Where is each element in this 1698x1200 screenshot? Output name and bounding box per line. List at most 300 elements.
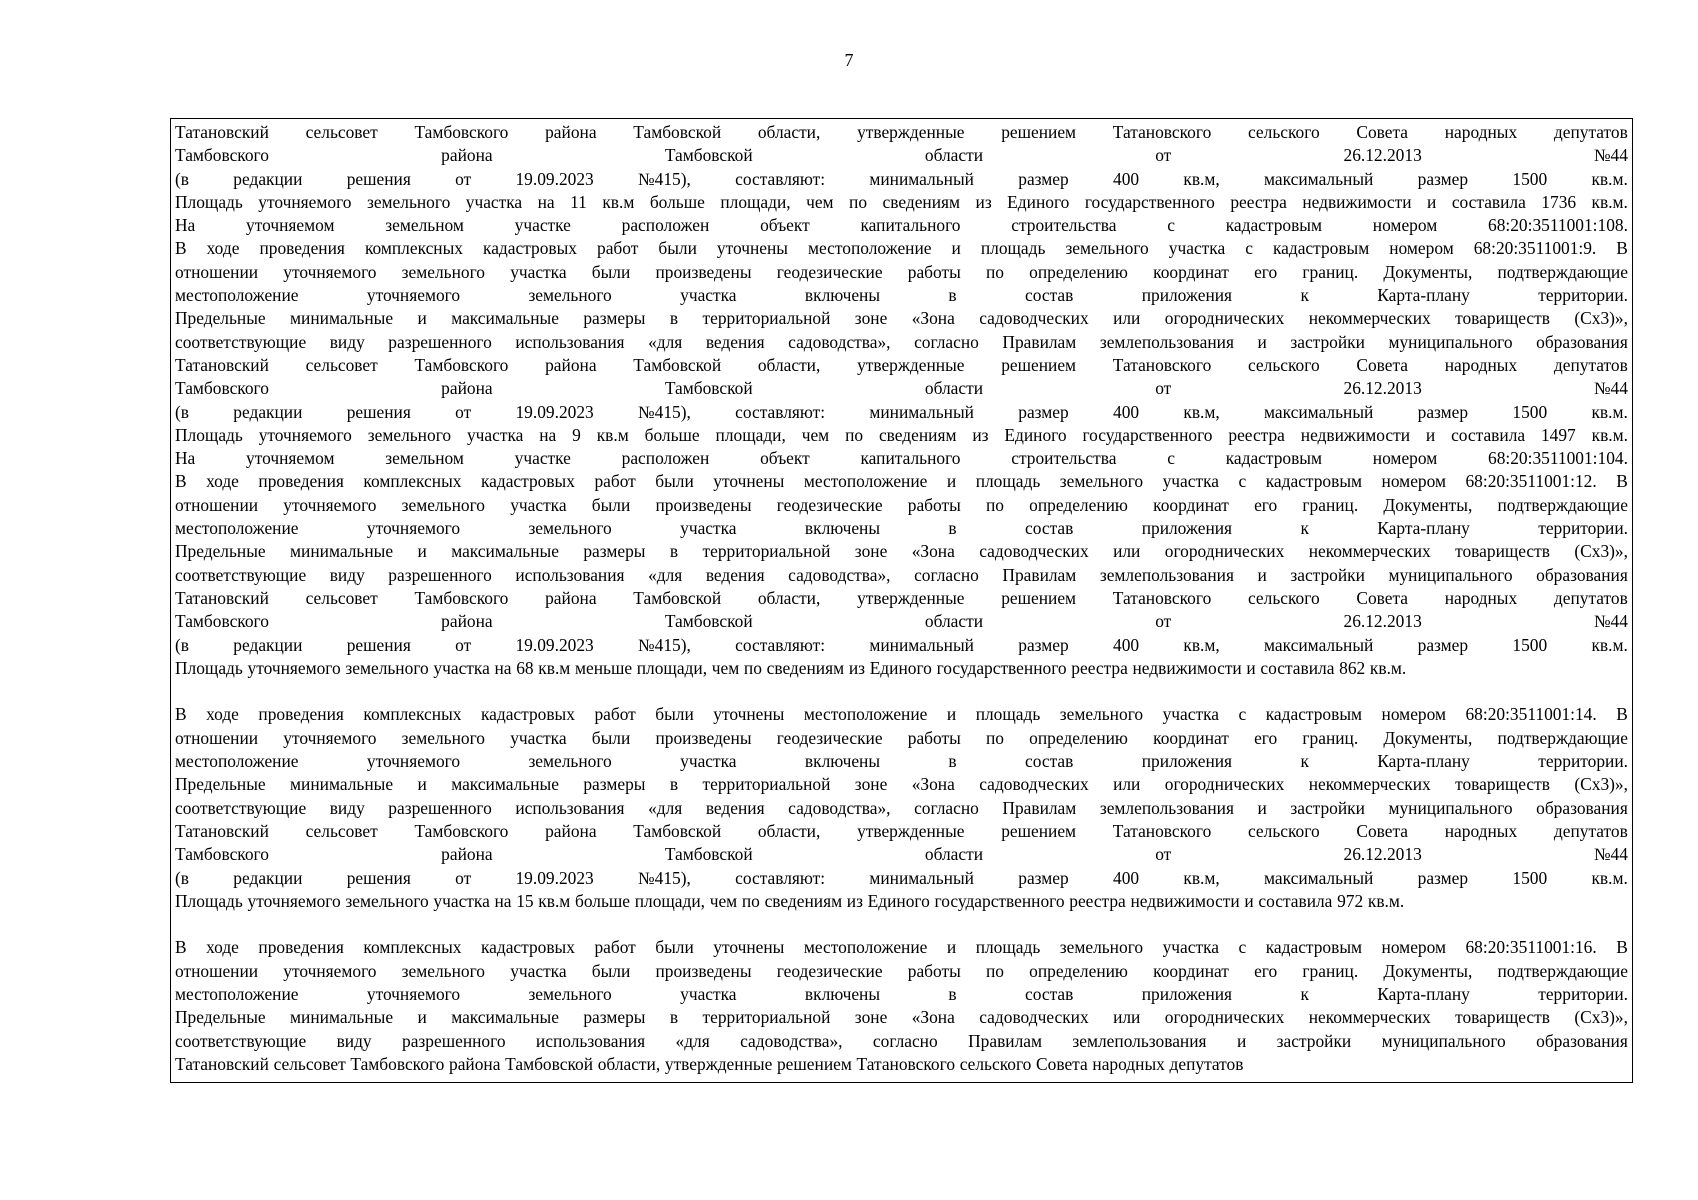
- word: геодезические: [776, 494, 883, 515]
- text-line: [175, 634, 1628, 657]
- word: области: [924, 611, 984, 632]
- word: Совета: [1036, 1053, 1088, 1074]
- text-line: [175, 144, 1628, 167]
- word: кадастровым: [1225, 448, 1322, 469]
- word: участка: [433, 657, 490, 678]
- word: больше: [644, 424, 700, 445]
- word: работы: [907, 494, 961, 515]
- word: 1497: [1540, 424, 1576, 445]
- word: 68:20:3511001:9.: [1473, 238, 1597, 259]
- word: максимальный: [1264, 867, 1374, 888]
- word: согласно: [872, 1030, 938, 1051]
- word: разрешенного: [402, 1030, 506, 1051]
- word: области: [924, 844, 984, 865]
- word: в: [948, 751, 957, 772]
- word: местоположение: [175, 983, 299, 1004]
- word: уточняемого: [283, 494, 377, 515]
- word: местоположение: [803, 471, 928, 492]
- word: 68:20:3511001:14.: [1465, 704, 1597, 725]
- word: участке: [514, 448, 571, 469]
- word: 26.12.2013: [1343, 844, 1422, 865]
- word: 1736: [1541, 191, 1577, 212]
- word: местоположение: [175, 518, 299, 539]
- word: с: [1245, 238, 1253, 259]
- word: с: [1167, 448, 1175, 469]
- word: В: [1616, 937, 1628, 958]
- word: ходе: [206, 471, 239, 492]
- word: координат: [1153, 960, 1229, 981]
- word: участка: [680, 285, 737, 306]
- word: площадь: [980, 238, 1046, 259]
- word: по: [849, 191, 868, 212]
- word: согласно: [914, 564, 979, 585]
- word: кадастровых: [480, 471, 575, 492]
- word: сельсовет: [305, 820, 378, 841]
- word: работы: [907, 727, 961, 748]
- word: минимальный: [869, 867, 974, 888]
- word: виду: [329, 331, 365, 352]
- word: Правилам: [1002, 564, 1077, 585]
- word: Площадь: [175, 890, 243, 911]
- word: Площадь: [175, 657, 243, 678]
- word: 68:20:3511001:12.: [1465, 471, 1597, 492]
- word: из: [848, 657, 865, 678]
- word: товариществ: [1455, 774, 1550, 795]
- word: уточнены: [716, 238, 788, 259]
- word: области,: [757, 587, 821, 608]
- word: работ: [594, 471, 636, 492]
- word: минимальный: [869, 634, 974, 655]
- word: проведения: [259, 238, 345, 259]
- word: от: [1155, 378, 1172, 399]
- word: №44: [1593, 378, 1628, 399]
- word: площади,: [634, 890, 706, 911]
- word: утвержденные: [664, 1053, 773, 1074]
- word: с: [1238, 704, 1247, 725]
- word: застройки: [1276, 1030, 1352, 1051]
- word: составляют:: [735, 867, 826, 888]
- text-line: [175, 401, 1628, 424]
- word: Татановский: [175, 354, 269, 375]
- word: народных: [1092, 1053, 1165, 1074]
- word: участка: [465, 191, 523, 212]
- word: координат: [1153, 261, 1229, 282]
- word: или: [1113, 1007, 1141, 1028]
- word: включены: [804, 983, 881, 1004]
- word: по: [985, 727, 1004, 748]
- word: Тамбовской: [633, 820, 722, 841]
- word: Татановского: [1112, 820, 1212, 841]
- word: уточняемого: [247, 657, 341, 678]
- word: земельного: [528, 983, 612, 1004]
- word: с: [1238, 471, 1247, 492]
- word: 11: [570, 191, 587, 212]
- word: садоводства»,: [788, 564, 891, 585]
- word: района: [449, 1053, 501, 1074]
- word: строительства: [1011, 215, 1117, 236]
- word: виду: [329, 797, 365, 818]
- word: Единого: [869, 657, 932, 678]
- word: решения: [346, 401, 411, 422]
- word: уточняемого: [258, 424, 352, 445]
- word: Тамбовского: [350, 1053, 445, 1074]
- word: местоположение: [803, 704, 928, 725]
- word: по: [741, 890, 760, 911]
- word: ведения: [705, 797, 765, 818]
- word: 1500: [1512, 168, 1548, 189]
- word: 68: [516, 657, 534, 678]
- word: огороднических: [1164, 1007, 1285, 1028]
- word: включены: [804, 518, 881, 539]
- word: кадастровых: [480, 704, 575, 725]
- word: больше: [649, 191, 705, 212]
- word: Тамбовской: [664, 844, 753, 865]
- word: территориальной: [702, 774, 831, 795]
- word: Предельные: [175, 308, 266, 329]
- word: Тамбовского: [175, 844, 269, 865]
- word: муниципального: [1381, 1030, 1506, 1051]
- word: кв.м.: [1367, 890, 1405, 911]
- word: были: [591, 960, 631, 981]
- word: и: [1236, 1030, 1247, 1051]
- word: Предельные: [175, 541, 266, 562]
- word: района: [441, 611, 493, 632]
- word: сельского: [1248, 122, 1320, 142]
- word: утвержденные: [857, 587, 965, 608]
- word: согласно: [914, 331, 979, 352]
- word: недвижимости: [1132, 657, 1242, 678]
- word: реестра: [1071, 657, 1128, 678]
- word: Карта-плану: [1377, 518, 1470, 539]
- word: Татановского: [1112, 354, 1212, 375]
- word: Документы,: [1383, 261, 1473, 282]
- word: составила: [1451, 191, 1526, 212]
- word: 19.09.2023: [515, 634, 594, 655]
- word: 19.09.2023: [515, 168, 594, 189]
- word: чем: [801, 424, 830, 445]
- word: кадастровым: [1265, 937, 1363, 958]
- word: некоммерческих: [1308, 1007, 1431, 1028]
- word: Документы,: [1383, 960, 1473, 981]
- word: кадастровым: [1265, 704, 1363, 725]
- word: размеры: [583, 774, 646, 795]
- word: отношении: [175, 494, 259, 515]
- word: решением: [1001, 354, 1077, 375]
- word: сведениям: [764, 890, 843, 911]
- word: размер: [1417, 867, 1469, 888]
- word: кадастровых: [480, 937, 575, 958]
- word: кв.м,: [1183, 168, 1220, 189]
- word: номером: [1381, 471, 1446, 492]
- word: с: [1167, 215, 1175, 236]
- paragraph-block: [175, 121, 1628, 680]
- word: были: [655, 704, 694, 725]
- text-line: [175, 843, 1628, 866]
- word: Карта-плану: [1377, 285, 1470, 306]
- word: уточнены: [713, 471, 785, 492]
- word: области: [924, 378, 984, 399]
- word: земельного: [401, 494, 485, 515]
- word: депутатов: [1553, 122, 1628, 142]
- word: землепользования: [1099, 331, 1234, 352]
- word: кв.м,: [1183, 401, 1220, 422]
- word: садоводства»,: [740, 1030, 843, 1051]
- word: местоположение: [808, 238, 932, 259]
- word: Тамбовского: [414, 122, 509, 142]
- text-line: [175, 307, 1628, 330]
- word: №44: [1593, 844, 1628, 865]
- word: состав: [1025, 518, 1074, 539]
- word: площади,: [720, 191, 791, 212]
- word: минимальный: [869, 168, 974, 189]
- word: участка: [680, 983, 737, 1004]
- word: от: [1155, 145, 1172, 166]
- word: земельного: [528, 751, 612, 772]
- word: приложения: [1141, 285, 1233, 306]
- word: отношении: [175, 261, 259, 282]
- word: кв.м.: [1591, 191, 1628, 212]
- text-line: [175, 377, 1628, 400]
- word: и: [1257, 564, 1267, 585]
- word: территориальной: [702, 541, 831, 562]
- word: товариществ: [1455, 541, 1550, 562]
- word: кадастровых: [483, 238, 577, 259]
- word: Тамбовской: [664, 611, 753, 632]
- word: утвержденные: [857, 820, 965, 841]
- word: составила: [1258, 890, 1333, 911]
- word: и: [1425, 424, 1436, 445]
- word: определению: [1029, 960, 1128, 981]
- word: области,: [597, 1053, 661, 1074]
- word: Тамбовской: [664, 378, 753, 399]
- word: номером: [1381, 704, 1446, 725]
- word: земельного: [345, 657, 429, 678]
- word: уточняемого: [366, 518, 461, 539]
- word: Тамбовской: [633, 354, 722, 375]
- word: территории.: [1538, 983, 1628, 1004]
- word: уточняемого: [366, 285, 461, 306]
- word: уточняемого: [366, 751, 461, 772]
- text-line: [175, 1053, 1628, 1076]
- paragraph-gap: [175, 680, 1628, 703]
- word: области,: [757, 122, 821, 142]
- word: из: [975, 191, 992, 212]
- word: решением: [1001, 820, 1077, 841]
- word: земельного: [366, 191, 451, 212]
- word: садоводческих: [979, 1007, 1089, 1028]
- word: 26.12.2013: [1343, 378, 1422, 399]
- word: размер: [1417, 168, 1469, 189]
- word: были: [655, 937, 694, 958]
- text-line: [175, 470, 1628, 493]
- word: Правилам: [1002, 331, 1077, 352]
- word: застройки: [1290, 331, 1365, 352]
- word: разрешенного: [388, 331, 492, 352]
- word: размер: [1417, 401, 1469, 422]
- word: кадастровым: [1272, 238, 1370, 259]
- word: (в: [175, 867, 190, 888]
- word: района: [545, 820, 597, 841]
- text-line: [175, 354, 1628, 377]
- word: меньше: [574, 657, 633, 678]
- word: составляют:: [735, 168, 826, 189]
- word: кадастровым: [1225, 215, 1322, 236]
- word: 1500: [1512, 401, 1548, 422]
- word: Площадь: [175, 191, 243, 212]
- word: народных: [1444, 354, 1518, 375]
- word: сельского: [1248, 587, 1320, 608]
- word: государственного: [1084, 191, 1215, 212]
- text-line: [175, 983, 1628, 1006]
- word: площадь: [975, 937, 1041, 958]
- word: 26.12.2013: [1343, 611, 1422, 632]
- word: виду: [336, 1030, 372, 1051]
- word: подтверждающие: [1497, 494, 1628, 515]
- word: ходе: [206, 704, 239, 725]
- word: использования: [515, 797, 625, 818]
- word: депутатов: [1553, 820, 1628, 841]
- word: кадастровым: [1265, 471, 1363, 492]
- word: 68:20:3511001:108.: [1488, 215, 1628, 236]
- word: местоположение: [175, 751, 299, 772]
- word: площадь: [975, 704, 1041, 725]
- word: решением: [1001, 587, 1077, 608]
- word: Татановский: [175, 820, 269, 841]
- word: комплексных: [363, 704, 462, 725]
- word: (в: [175, 401, 190, 422]
- text-line: [175, 237, 1628, 260]
- word: от: [455, 867, 472, 888]
- word: В: [175, 937, 187, 958]
- word: участка: [510, 727, 567, 748]
- word: его: [1254, 261, 1278, 282]
- word: размеры: [583, 1007, 646, 1028]
- word: 68:20:3511001:104.: [1488, 448, 1628, 469]
- word: Тамбовского: [175, 145, 269, 166]
- word: решения: [346, 168, 411, 189]
- word: Карта-плану: [1377, 983, 1470, 1004]
- word: определению: [1029, 261, 1128, 282]
- word: образования: [1536, 1030, 1628, 1051]
- word: Тамбовского: [414, 820, 509, 841]
- word: определению: [1029, 727, 1128, 748]
- word: больше: [574, 890, 631, 911]
- word: Единого: [1004, 424, 1067, 445]
- word: и: [417, 308, 427, 329]
- word: местоположение: [175, 285, 299, 306]
- word: минимальные: [290, 774, 394, 795]
- word: решением: [776, 1053, 852, 1074]
- word: земельном: [385, 215, 464, 236]
- word: соответствующие: [175, 331, 307, 352]
- word: максимальные: [451, 308, 559, 329]
- word: чем: [711, 657, 740, 678]
- word: подтверждающие: [1497, 727, 1628, 748]
- word: В: [1616, 704, 1628, 725]
- word: местоположение: [803, 937, 928, 958]
- text-line: [175, 1006, 1628, 1029]
- word: чем: [806, 191, 834, 212]
- word: работ: [597, 238, 639, 259]
- paragraph-block: [175, 703, 1628, 913]
- word: депутатов: [1169, 1053, 1244, 1074]
- word: (Сх3)»,: [1574, 1007, 1628, 1028]
- word: реестра: [1228, 424, 1285, 445]
- text-line: [175, 820, 1628, 843]
- word: 19.09.2023: [515, 867, 594, 888]
- word: работы: [907, 960, 961, 981]
- text-line: [175, 657, 1628, 680]
- word: утвержденные: [857, 122, 965, 142]
- word: были: [591, 261, 631, 282]
- word: приложения: [1141, 751, 1233, 772]
- word: составляют:: [735, 634, 826, 655]
- word: капитального: [860, 215, 961, 236]
- word: от: [455, 634, 472, 655]
- word: Документы,: [1383, 727, 1473, 748]
- word: Тамбовской: [505, 1053, 594, 1074]
- word: образования: [1536, 564, 1628, 585]
- word: участка: [680, 518, 737, 539]
- word: области,: [757, 354, 821, 375]
- word: Тамбовского: [175, 378, 269, 399]
- word: земельного: [345, 890, 429, 911]
- word: или: [1113, 541, 1141, 562]
- word: на: [539, 424, 557, 445]
- word: к: [1300, 983, 1309, 1004]
- word: В: [175, 704, 187, 725]
- word: уточняемого: [283, 727, 377, 748]
- word: кв.м: [602, 191, 635, 212]
- word: сведениям: [878, 424, 957, 445]
- word: максимальные: [451, 774, 559, 795]
- word: Карта-плану: [1377, 751, 1470, 772]
- word: координат: [1153, 727, 1229, 748]
- word: зоне: [854, 774, 888, 795]
- word: Площадь: [175, 424, 243, 445]
- word: по: [743, 657, 762, 678]
- word: геодезические: [776, 960, 883, 981]
- word: огороднических: [1164, 308, 1285, 329]
- word: 1500: [1512, 867, 1548, 888]
- word: номером: [1381, 937, 1446, 958]
- word: по: [985, 494, 1004, 515]
- word: «для: [648, 564, 683, 585]
- word: и: [1244, 890, 1254, 911]
- word: «Зона: [911, 541, 955, 562]
- word: участка: [433, 890, 490, 911]
- word: были: [658, 238, 697, 259]
- word: народных: [1444, 820, 1518, 841]
- word: территориальной: [702, 1007, 831, 1028]
- word: комплексных: [363, 937, 462, 958]
- word: и: [417, 541, 427, 562]
- word: Тамбовской: [633, 122, 722, 142]
- word: уточняемом: [246, 215, 335, 236]
- word: уточняемого: [366, 983, 461, 1004]
- word: (Сх3)»,: [1574, 308, 1628, 329]
- word: приложения: [1141, 983, 1233, 1004]
- word: Тамбовской: [664, 145, 753, 166]
- word: расположен: [621, 215, 710, 236]
- word: района: [545, 354, 597, 375]
- word: и: [1246, 657, 1256, 678]
- word: кв.м: [538, 657, 571, 678]
- document-text-box: [170, 118, 1633, 1083]
- word: района: [441, 844, 493, 865]
- text-line: [175, 797, 1628, 820]
- word: кв.м.: [1591, 424, 1628, 445]
